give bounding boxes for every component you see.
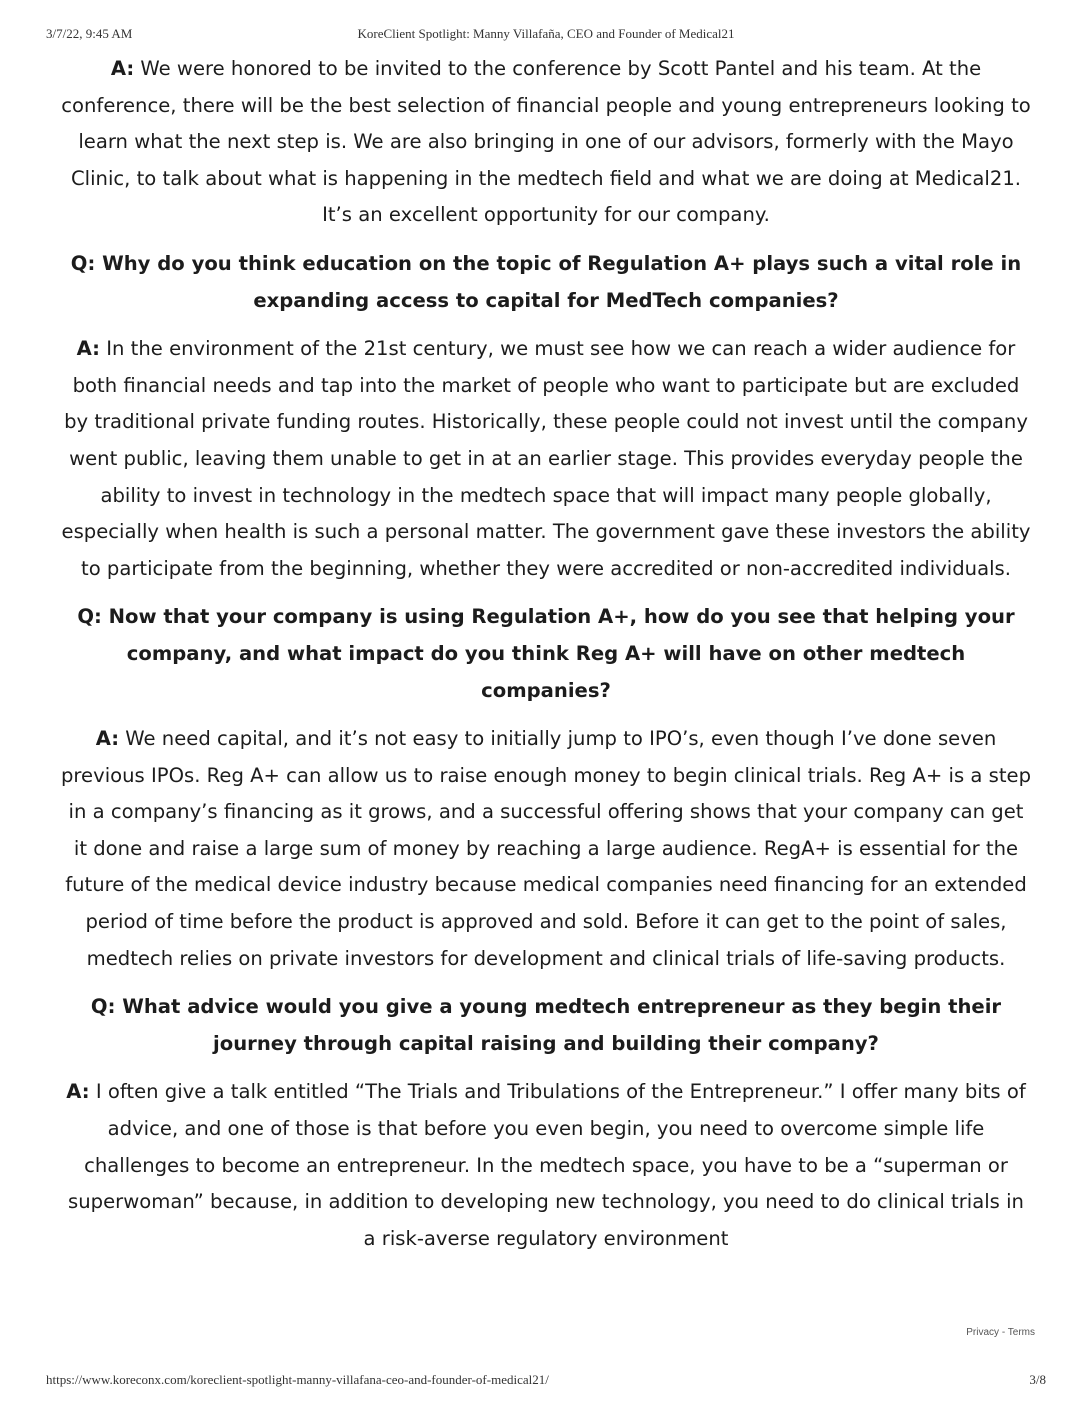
terms-link[interactable]: Terms <box>1007 1327 1035 1338</box>
answer-text: We were honored to be invited to the conference by Scott Pantel and his team. At the conference, there will be the best selection of financial people and young entrepreneurs looking to learn what the next step is. We are also bringing in one of our advisors, formerly with the Mayo Clinic, to talk about what is happening in the medtech field and what we are doing at Medical21. It’s an excellent opportunity for our company. <box>61 57 1031 227</box>
recaptcha-links <box>966 1327 1035 1338</box>
answer-text: We need capital, and it’s not easy to initially jump to IPO’s, even though I’ve done seven previous IPOs. Reg A+ can allow us to raise enough money to begin clinical trials. Reg A+ is a step in a company’s financing as it grows, and a successful offering shows that your company can get it done and raise a large sum of money by reaching a large audience. RegA+ is essential for the future of the medical device industry because medical companies need financing for an extended period of time before the product is approved and sold. Before it can get to the point of sales, medtech relies on private investors for development and clinical trials of life-saving products. <box>60 727 1032 970</box>
answer-label: A: <box>66 1080 90 1104</box>
answer-text: In the environment of the 21st century, we must see how we can reach a wider audience for both financial needs and tap into the market of people who want to participate but are excluded by traditional private funding routes. Historically, these people could not invest until the company went public, leaving them unable to get in at an earlier stage. This provides everyday people the ability to invest in technology in the medtech space that will impact many people globally, especially when health is such a personal matter. The government gave these investors the ability to participate from the beginning, whether they were accredited or non-accredited individuals. <box>61 337 1031 580</box>
answer-label: A: <box>76 337 101 361</box>
question-heading: Q: What advice would you give a young medtech entrepreneur as they begin their journey through capital raising and building their company? <box>90 995 1002 1055</box>
link-separator: - <box>999 1327 1008 1338</box>
question-heading: Q: Now that your company is using Regulation A+, how do you see that helping your company, and what impact do you think Reg A+ will have on other medtech companies? <box>77 605 1015 702</box>
answer-paragraph <box>60 721 1032 977</box>
print-url: https://www.koreconx.com/koreclient-spotlight-manny-villafana-ceo-and-founder-of-medical21/ <box>46 1372 549 1387</box>
article-body <box>60 51 1032 1269</box>
print-page-title: KoreClient Spotlight: Manny Villafaña, CEO and Founder of Medical21 <box>357 26 735 41</box>
answer-paragraph <box>60 51 1032 234</box>
answer-paragraph <box>60 1074 1032 1257</box>
privacy-link[interactable]: Privacy <box>966 1327 1000 1338</box>
print-header <box>0 26 1092 44</box>
answer-label: A: <box>95 727 120 751</box>
question-heading: Q: Why do you think education on the topic of Regulation A+ plays such a vital role in expanding access to capital for MedTech companies? <box>70 251 1022 312</box>
print-date: 3/7/22, 9:45 AM <box>46 26 133 41</box>
answer-text: I often give a talk entitled “The Trials and Tribulations of the Entrepreneur.” I offer many bits of advice, and one of those is that before you even begin, you need to overcome simple life challenges to become an entrepreneur. In the medtech space, you have to be a “superman or superwoman” because, in addition to developing new technology, you need to do clinical trials in a risk-averse regulatory environment <box>68 1080 1026 1250</box>
answer-paragraph <box>60 331 1032 587</box>
page-number: 3/8 <box>1029 1372 1046 1387</box>
answer-label: A: <box>110 57 135 80</box>
print-footer <box>0 1372 1092 1390</box>
